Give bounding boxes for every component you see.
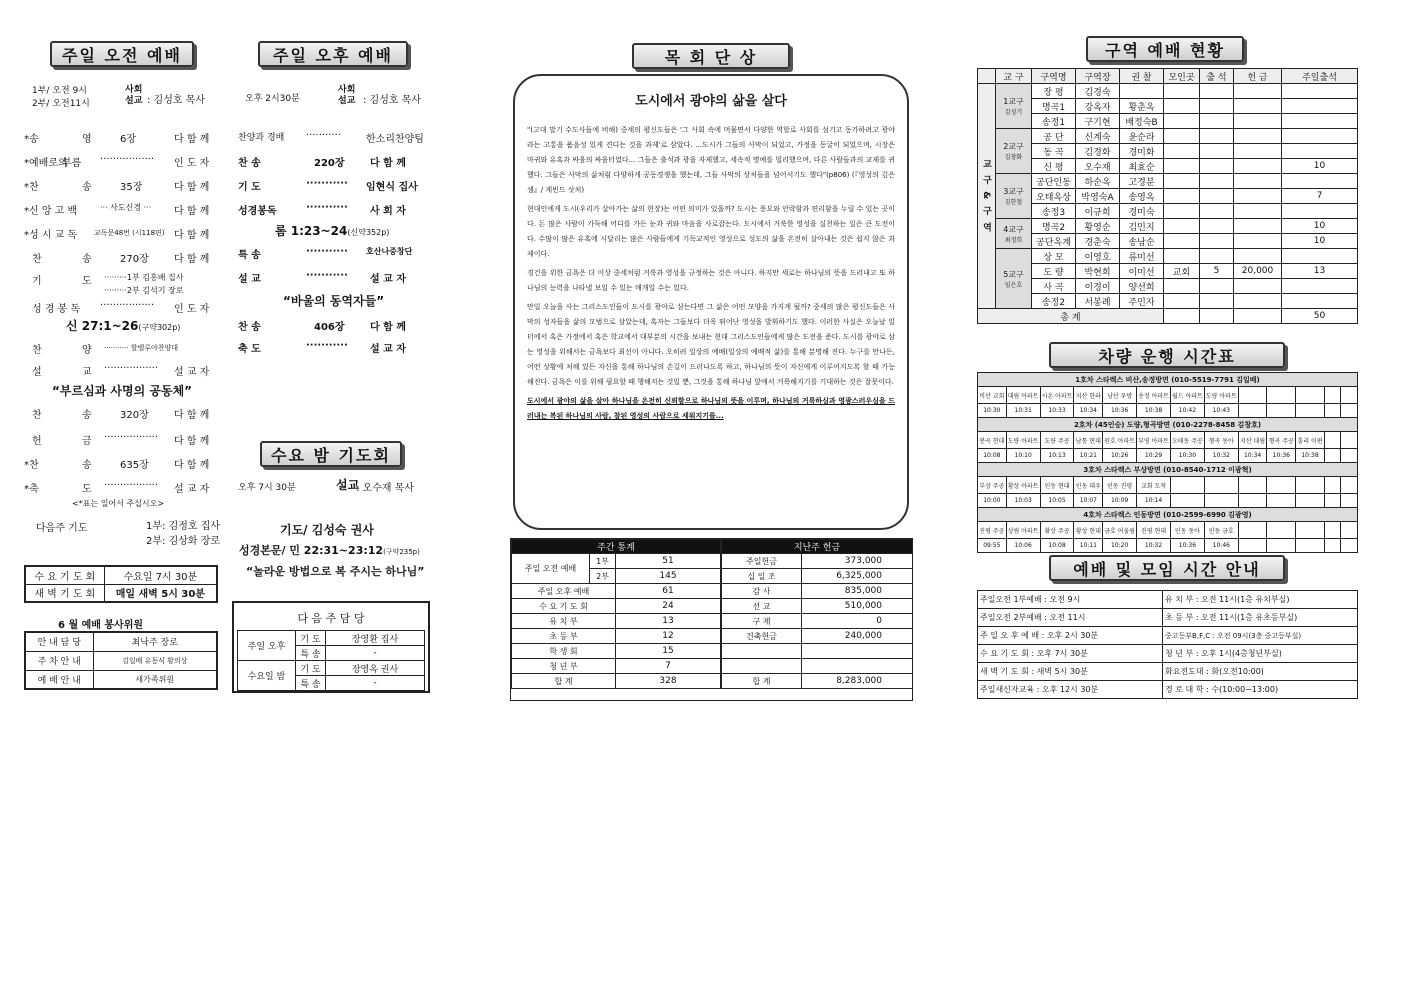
afternoon-scripture: 롬 1:23~24(신약352p) bbox=[275, 224, 390, 238]
district-group-1: 1교구 김성기 bbox=[996, 84, 1032, 129]
bus-stop: 형곡 동아 bbox=[1204, 432, 1238, 449]
pastoral-column bbox=[513, 74, 909, 530]
bus-time: 10:30 bbox=[1170, 449, 1204, 463]
afternoon-order-list-2 bbox=[238, 244, 428, 290]
bus-schedule bbox=[977, 372, 1358, 553]
bus-empty-cell bbox=[1324, 539, 1341, 553]
bus-time: 10:38 bbox=[1296, 449, 1325, 463]
stats-offerings-box bbox=[510, 538, 913, 701]
bus-time: 10:09 bbox=[1103, 494, 1137, 508]
bus-table bbox=[977, 372, 1358, 553]
bus-time: 10:26 bbox=[1103, 449, 1137, 463]
table-row: 도 량 박현희 이미선 교회 5 20,000 13 bbox=[978, 264, 1358, 279]
bus-stop: 부영 아파트 bbox=[1137, 432, 1171, 449]
bus-empty-cell bbox=[1238, 494, 1267, 508]
bus-stops-row bbox=[978, 432, 1358, 449]
bus-time: 10:34 bbox=[1238, 449, 1267, 463]
pastoral-paragraph: "(고대 말기 수도사들에 비해) 중세의 평신도들은 '그 사회 속에 머물면서 다양한 역할로 사회를 섬기고 동가하려고 광야라는 고통을 품음성 있게 견디는 것을 과제'로 삼았다. ...도시가 그들의 사막이 되었고, 가정을 동굴이 되었으며, 시장은 마귀와 유혹과 싸움의 싸움터였다... 그들은 출석과 광을 자제했고, 세속적 명예를 멀리했으며, 다른 사람들과의 교제를 귀했다. 그들은 사막의 삶처럼 다양하게 공동경쟁을 했는데, 그들 사막의 상처들을 넘어서기도 했다"(p806) (『영성의 깊은 샘』/ 게빈드 삿처) bbox=[527, 126, 895, 194]
order-row: ·········2부 김석기 장로 bbox=[104, 286, 184, 295]
bus-stop: 인동 동아 bbox=[1170, 522, 1204, 539]
bus-empty-cell bbox=[1296, 404, 1325, 418]
bus-empty-cell bbox=[1341, 539, 1358, 553]
next-duty-table bbox=[237, 630, 425, 691]
bus-stop: 원호 아파트 bbox=[1103, 432, 1137, 449]
pastoral-paragraph: 도시에서 광야의 삶을 살아 하나님을 온전히 신뢰함으로 하나님의 뜻을 이루며, 하나님의 거룩하심과 영광스러우심을 드러내는 복된 하나님의 사람, 참된 영성의 사람으로 세워지기를... bbox=[527, 397, 895, 420]
table-row: 5교구 임은호 상 모 이영호 류미선 bbox=[978, 249, 1358, 264]
bus-stop: 송정 아파트 bbox=[1137, 387, 1171, 404]
table-row: 합 계 328 bbox=[512, 674, 721, 689]
prayer-meetings-table bbox=[24, 565, 218, 603]
bus-stop: 월드 아파트 bbox=[1170, 387, 1204, 404]
bus-stop: 지산 한라 bbox=[1074, 387, 1103, 404]
next-prayer-label: 다음주 기도 bbox=[36, 523, 88, 534]
bus-time: 10:03 bbox=[1006, 494, 1040, 508]
bus-times-row bbox=[978, 404, 1358, 418]
next-prayer-list: 1부: 김정호 집사 2부: 김상화 장로 bbox=[146, 521, 221, 547]
order-row: 기 도 ··········· 임현식 집사 bbox=[238, 178, 418, 193]
bus-header: 차량 운행 시간표 bbox=[1049, 342, 1285, 368]
volunteers-table bbox=[24, 631, 218, 690]
order-row: 헌 금 ················· 다 함 께 bbox=[32, 432, 210, 447]
table-row: 2부 145 bbox=[512, 569, 721, 584]
afternoon-time: 오후 2시30분 bbox=[245, 94, 300, 104]
bus-stop: 상림 아파트 bbox=[1006, 522, 1040, 539]
afternoon-leader: : 김성호 목사 bbox=[363, 95, 422, 106]
district-header: 구역 예배 현황 bbox=[1086, 36, 1244, 62]
bus-time: 10:08 bbox=[978, 449, 1007, 463]
weekly-stats-table bbox=[511, 539, 721, 689]
bus-stop: 도량 아파트 bbox=[1006, 432, 1040, 449]
bus-times-row bbox=[978, 449, 1358, 463]
bus-time: 10:08 bbox=[1040, 539, 1074, 553]
table-row: 수 요 기 도 회 수요일 7시 30분 bbox=[25, 566, 217, 584]
bus-empty-cell bbox=[1341, 449, 1358, 463]
bus-stops-row bbox=[978, 387, 1358, 404]
bus-times-row bbox=[978, 539, 1358, 553]
bus-stop: 비산 교회 bbox=[978, 387, 1007, 404]
table-row: 선 교 510,000 bbox=[722, 599, 913, 614]
bus-stop: 부상 주공 bbox=[978, 477, 1007, 494]
bus-time: 10:32 bbox=[1204, 449, 1238, 463]
table-row: 수 요 기 도 회 : 오후 7시 30분 청 년 부 : 오후 1시(4층청년부실) bbox=[978, 645, 1358, 663]
bus-time: 10:11 bbox=[1074, 539, 1103, 553]
order-row: 설 교 ··········· 설 교 자 bbox=[238, 270, 406, 285]
bus-empty-cell bbox=[1170, 494, 1204, 508]
bus-empty-cell bbox=[1267, 494, 1296, 508]
table-row: 주일 오전 예배 1부 51 bbox=[512, 554, 721, 569]
bus-stop: 인동 대우 bbox=[1074, 477, 1103, 494]
bus-empty-cell bbox=[1267, 522, 1296, 539]
morning-service-header: 주일 오전 예배 bbox=[50, 41, 194, 67]
morning-service-times: 1부/ 오전 9시 2부/ 오전11시 bbox=[32, 86, 90, 109]
table-row: 합 계 8,283,000 bbox=[722, 674, 913, 689]
bus-time: 10:06 bbox=[1006, 539, 1040, 553]
table-row: 특 송 - bbox=[238, 646, 425, 661]
table-row: 3교구 김한철 공단인동 하순옥 고경분 bbox=[978, 174, 1358, 189]
bus-stop: 도량 주공 bbox=[1040, 432, 1074, 449]
bus-stop: 봉곡 현대 bbox=[978, 432, 1007, 449]
bus-time: 10:30 bbox=[978, 404, 1007, 418]
bus-empty-cell bbox=[1267, 404, 1296, 418]
bus-stop: 인동 현대 bbox=[1040, 477, 1074, 494]
bus-time: 10:36 bbox=[1103, 404, 1137, 418]
afternoon-order-list-3 bbox=[238, 316, 428, 360]
weekly-stats-title: 주간 통계 bbox=[512, 540, 721, 554]
table-row: 공단옥계 경춘숙 송남순 10 bbox=[978, 234, 1358, 249]
bus-empty-cell bbox=[1267, 477, 1296, 494]
bus-stops-row bbox=[978, 522, 1358, 539]
order-row: 특 송 ··········· 호산나중창단 bbox=[238, 246, 413, 261]
table-row: 송정3 이규희 경미숙 bbox=[978, 204, 1358, 219]
table-row: 사 곡 이경이 양선희 bbox=[978, 279, 1358, 294]
bus-stop: 대림 아파트 bbox=[1006, 387, 1040, 404]
afternoon-service-header: 주일 오후 예배 bbox=[258, 41, 408, 67]
offerings-title: 지난주 헌금 bbox=[722, 540, 913, 554]
district-group-5: 5교구 임은호 bbox=[996, 249, 1032, 309]
order-row: 기 도 ·········1부 김홍배 집사 bbox=[32, 273, 184, 287]
bus-stop: 진평 주공 bbox=[978, 522, 1007, 539]
order-row: 성 경 봉 독 ················· 인 도 자 bbox=[32, 300, 210, 315]
morning-order-list-2 bbox=[24, 339, 224, 379]
order-row: *찬 송 635장 다 함 께 bbox=[24, 460, 210, 471]
table-total-row: 총 계 50 bbox=[978, 309, 1358, 324]
order-row: 찬 양 ··········· 할렐루야찬양대 bbox=[32, 344, 179, 356]
order-row: *신 앙 고 백 ··· 사도신경 ··· 다 함 께 bbox=[24, 203, 210, 217]
volunteers-title: 6 월 예배 봉사위원 bbox=[58, 620, 144, 631]
bus-stop: 인동 금호 bbox=[1204, 522, 1238, 539]
bus-time: 10:00 bbox=[978, 494, 1007, 508]
wednesday-sermon-title: “놀라운 방법으로 복 주시는 하나님” bbox=[246, 565, 425, 578]
morning-scripture: 신 27:1~26(구약302p) bbox=[66, 319, 181, 333]
bus-time: 10:20 bbox=[1103, 539, 1137, 553]
bus-time: 10:42 bbox=[1170, 404, 1204, 418]
bus-stop: 황상 주공 bbox=[1040, 522, 1074, 539]
bus-stop: 형곡 주공 bbox=[1267, 432, 1296, 449]
bus-time: 10:32 bbox=[1137, 539, 1171, 553]
bus-time: 10:33 bbox=[1040, 404, 1074, 418]
bus-stop: 남통 현대 bbox=[1074, 432, 1103, 449]
bus-stop: 시온 아파트 bbox=[1040, 387, 1074, 404]
morning-leader: : 김성호 목사 bbox=[147, 95, 206, 106]
wednesday-leader-label: 설교 bbox=[336, 478, 360, 492]
bus-time: 10:36 bbox=[1267, 449, 1296, 463]
table-row: 초 등 부 12 bbox=[512, 629, 721, 644]
order-row: *예배로의 부름 ················· 인 도 자 bbox=[24, 154, 210, 169]
bus-empty-cell bbox=[1324, 494, 1341, 508]
bus-stop: 도량 아파트 bbox=[1204, 387, 1238, 404]
bus-route-title-row bbox=[978, 508, 1358, 522]
table-row: 수요일 밤 기 도 장영옥 권사 bbox=[238, 661, 425, 676]
bus-time: 10:21 bbox=[1074, 449, 1103, 463]
order-row: *찬 송 35장 다 함 께 bbox=[24, 182, 210, 193]
offerings-table bbox=[721, 539, 913, 689]
bus-stop: 황상 아파트 bbox=[1006, 477, 1040, 494]
table-row: 특 송 - bbox=[238, 676, 425, 691]
standing-note: <*표는 일어서 주십시오> bbox=[72, 499, 165, 508]
table-row: 동 곡 김경화 경미화 bbox=[978, 144, 1358, 159]
bus-stop: 황상 현대 bbox=[1074, 522, 1103, 539]
table-row: 송정1 구기현 배정숙B bbox=[978, 114, 1358, 129]
bus-empty-cell bbox=[1238, 539, 1267, 553]
bus-stop: 남산 우방 bbox=[1103, 387, 1137, 404]
bus-stop: 진평 현대 bbox=[1137, 522, 1171, 539]
wednesday-leader: : 오수재 목사 bbox=[356, 483, 415, 494]
bus-route-title-row bbox=[978, 463, 1358, 477]
bus-time: 09:55 bbox=[978, 539, 1007, 553]
table-row: 주일헌금 373,000 bbox=[722, 554, 913, 569]
afternoon-sermon-title: “바울의 동역자들” bbox=[283, 294, 385, 308]
bus-stops-row bbox=[978, 477, 1358, 494]
bus-empty-cell bbox=[1296, 387, 1325, 404]
pastoral-header: 목 회 단 상 bbox=[632, 43, 790, 69]
table-row bbox=[722, 644, 913, 659]
table-row: 감 사 835,000 bbox=[722, 584, 913, 599]
pastoral-paragraph: 현대인에게 도시(우리가 살아가는 삶의 현장)는 어떤 의미가 있을까? 도시는 풍요와 안락함과 편리함을 누릴 수 있는 곳이다. 돈 많은 사람이 가득해 어디를 가든 눈과 귀와 마음을 사로잡는다. 도시에서 거룩한 영성을 실천하는 일은 큰 도전이다. 수많이 많은 유혹에 시달리는 많은 사람들에게 기독교적인 영성으로 성도의 삶을 온전히 살아내는 것은 쉽지 않은 과제이다. bbox=[527, 205, 895, 258]
table-row: 예 배 안 내 새가족위원 bbox=[25, 670, 217, 689]
table-row: 건축헌금 240,000 bbox=[722, 629, 913, 644]
table-row: 4교구 최정희 명곡2 황영순 김민지 10 bbox=[978, 219, 1358, 234]
bus-stop: 지산 대림 bbox=[1238, 432, 1267, 449]
morning-sermon-title: “부르심과 사명의 공동체” bbox=[52, 384, 193, 398]
district-group-3: 3교구 김한철 bbox=[996, 174, 1032, 219]
pastoral-paragraph: 만일 오늘을 사는 그리스도인들이 도시를 광야로 삼는다면 그 삶은 어떤 모양을 가지게 될까? 중세의 많은 평신도들은 사막의 성자들을 삶의 모범으로 삼았는데, 혹자는 그들보다 더욱 뛰어난 영성을 발휘하기도 했다. 이러한 사실은 오늘날 일터에서 혹은 가정에서 혹은 학교에서 대부분의 시간을 보내는 현대 그리스도인들에게 많은 도전을 준다. 도시를 광야로 삼는 영성을 위해서는 금욕보다 최선이 아니다. 오히려 일상의 예배(일상의 예배적 삶)를 통해 분명해 진다. 누구를 만나든, 어떤 상황에 처해 있든 자신을 통해 하나님의 손길이 드러나도록 하고, 하나님의 뜻이 자신에게 이루어지도록 할 때 가능해진다. 금욕은 이를 위해 필요할 때 행해지는 것일 뿐, 그것을 통해 하나님 앞에서 거룩해지기를 기대하는 것은 잘못이다. bbox=[527, 303, 895, 386]
table-row: 송정2 서봉례 주민자 bbox=[978, 294, 1358, 309]
table-row: 주일 오후 기 도 장영환 집사 bbox=[238, 631, 425, 646]
order-row: 찬 송 320장 다 함 께 bbox=[32, 410, 210, 421]
bus-times-row bbox=[978, 494, 1358, 508]
bus-empty-cell bbox=[1341, 477, 1358, 494]
wednesday-header: 수요 밤 기도회 bbox=[260, 441, 402, 467]
district-side-label: 교 구 & 구 역 bbox=[978, 84, 996, 309]
bus-stop: 교회 도착 bbox=[1137, 477, 1171, 494]
bus-time: 10:05 bbox=[1040, 494, 1074, 508]
table-row: 새 벽 기 도 회 매일 새벽 5시 30분 bbox=[25, 584, 217, 602]
bus-stop: 흥리 이편 bbox=[1296, 432, 1325, 449]
order-row: 축 도 ··········· 설 교 자 bbox=[238, 340, 406, 355]
bus-time: 10:29 bbox=[1137, 449, 1171, 463]
bus-empty-cell bbox=[1267, 539, 1296, 553]
bus-route-title: 3호차 스타렉스 부상방면 (010-8540-1712 이광혁) bbox=[978, 463, 1358, 477]
bus-empty-cell bbox=[1296, 477, 1325, 494]
bus-empty-cell bbox=[1170, 477, 1204, 494]
wednesday-time: 오후 7시 30분 bbox=[238, 483, 296, 493]
bus-stop: 오태동 주공 bbox=[1170, 432, 1204, 449]
bus-empty-cell bbox=[1341, 432, 1358, 449]
bus-empty-cell bbox=[1238, 404, 1267, 418]
bus-empty-cell bbox=[1324, 404, 1341, 418]
bus-empty-cell bbox=[1324, 522, 1341, 539]
table-row: 명곡1 강옥자 황춘옥 bbox=[978, 99, 1358, 114]
table-row: 학 생 회 15 bbox=[512, 644, 721, 659]
bus-time: 10:14 bbox=[1137, 494, 1171, 508]
bus-time: 10:36 bbox=[1170, 539, 1204, 553]
pastoral-paragraph: 경건을 위한 금욕은 더 이상 중세처럼 거룩과 영성을 규정하는 것은 아니다. 하지만 세로는 하나님의 뜻을 드러내고 또 하나님의 능력을 나타낼 보일 수 있는 매개일 수는 있다. bbox=[527, 269, 895, 292]
bus-time: 10:38 bbox=[1137, 404, 1171, 418]
bus-time: 10:43 bbox=[1204, 404, 1238, 418]
table-row: 수 요 기 도 회 24 bbox=[512, 599, 721, 614]
bus-empty-cell bbox=[1204, 477, 1238, 494]
bus-empty-cell bbox=[1324, 387, 1341, 404]
afternoon-leader-labels: 사회 설교 bbox=[338, 85, 356, 106]
bus-route-title-row bbox=[978, 418, 1358, 432]
table-row: 주일오전 1부예배 : 오전 9시 유 치 부 : 오전 11시(1층 유치부실) bbox=[978, 591, 1358, 609]
bus-time: 10:07 bbox=[1074, 494, 1103, 508]
table-row: 청 년 부 7 bbox=[512, 659, 721, 674]
bus-empty-cell bbox=[1341, 494, 1358, 508]
district-group-2: 2교구 김창화 bbox=[996, 129, 1032, 174]
bus-route-title: 2호차 (45인승) 도량,형곡방면 (010-2278-8458 김창호) bbox=[978, 418, 1358, 432]
table-row: 신 평 오수재 최효순 10 bbox=[978, 159, 1358, 174]
bus-empty-cell bbox=[1296, 522, 1325, 539]
table-row: 주 일 오 후 예 배 : 오후 2시 30분 중고등부B,F,C : 오전 09시(3층 중고등부실) bbox=[978, 627, 1358, 645]
next-duty-box bbox=[232, 601, 430, 693]
bus-empty-cell bbox=[1324, 432, 1341, 449]
order-row: 찬 송 270장 다 함 께 bbox=[32, 254, 210, 265]
bus-empty-cell bbox=[1238, 477, 1267, 494]
table-row bbox=[722, 659, 913, 674]
bus-empty-cell bbox=[1341, 387, 1358, 404]
bus-empty-cell bbox=[1341, 404, 1358, 418]
bus-empty-cell bbox=[1324, 477, 1341, 494]
bus-empty-cell bbox=[1296, 494, 1325, 508]
bus-route-title-row bbox=[978, 373, 1358, 387]
bus-stop: 인동 진평 bbox=[1103, 477, 1137, 494]
bus-stop: 금호 어울림 bbox=[1103, 522, 1137, 539]
order-row: *송 영 6장 다 함 께 bbox=[24, 134, 210, 145]
table-row: 새 벽 기 도 회 : 새벽 5시 30분 화요전도대 : 화(오전10:00) bbox=[978, 663, 1358, 681]
order-row: 성경봉독 ··········· 사 회 자 bbox=[238, 202, 406, 217]
bus-empty-cell bbox=[1324, 449, 1341, 463]
bus-empty-cell bbox=[1238, 522, 1267, 539]
table-row: 구 제 0 bbox=[722, 614, 913, 629]
bus-empty-cell bbox=[1204, 494, 1238, 508]
table-header-row: 교 구 구역명 구역장 권 찰 모인곳 출 석 헌 금 주일출석 bbox=[978, 69, 1358, 84]
bus-time: 10:46 bbox=[1204, 539, 1238, 553]
bus-empty-cell bbox=[1267, 387, 1296, 404]
district-table bbox=[977, 68, 1358, 324]
bus-empty-cell bbox=[1296, 539, 1325, 553]
next-duty-title: 다 음 주 담 당 bbox=[297, 612, 365, 625]
order-row: 찬양과 경배 ··········· 한소리찬양팀 bbox=[238, 130, 424, 145]
bus-time: 10:13 bbox=[1040, 449, 1074, 463]
table-row: 주일새신자교육 : 오후 12시 30분 경 로 대 학 : 수(10:00~13:00) bbox=[978, 681, 1358, 699]
table-row: 2교구 김창화 공 단 신계숙 윤순라 bbox=[978, 129, 1358, 144]
pastoral-title: 도시에서 광야의 삶을 살다 bbox=[635, 94, 787, 109]
morning-order-list-3 bbox=[24, 404, 224, 504]
bus-empty-cell bbox=[1238, 387, 1267, 404]
table-row: 오태옥상 박영숙A 송영옥 7 bbox=[978, 189, 1358, 204]
bus-empty-cell bbox=[1341, 522, 1358, 539]
order-row: *성 시 교 독 교독문48번 (시118편) 다 함 께 bbox=[24, 229, 210, 241]
table-row: 교 구 & 구 역 1교구 김성기 장 평 김경숙 bbox=[978, 84, 1358, 99]
morning-leader-labels: 사회 설교 bbox=[125, 85, 143, 106]
order-row: 찬 송 220장 다 함 께 bbox=[238, 158, 406, 169]
order-row: 설 교 ················· 설 교 자 bbox=[32, 363, 210, 378]
order-row: 찬 송 406장 다 함 께 bbox=[238, 322, 406, 333]
table-row: 주일오전 2부예배 : 오전 11시 초 등 부 : 오전 11시(1층 유초등부실) bbox=[978, 609, 1358, 627]
wednesday-scripture: 성경본문/ 민 22:31~23:12(구약235p) bbox=[239, 544, 420, 557]
table-row: 십 일 조 6,325,000 bbox=[722, 569, 913, 584]
district-group-4: 4교구 최정희 bbox=[996, 219, 1032, 249]
bus-route-title: 1호차 스타렉스 비산,송정방면 (010-5519-7791 김일배) bbox=[978, 373, 1358, 387]
schedule-header: 예배 및 모임 시간 안내 bbox=[1049, 555, 1285, 581]
bus-time: 10:31 bbox=[1006, 404, 1040, 418]
wednesday-prayer: 기도/ 김성숙 권사 bbox=[280, 523, 374, 537]
table-row: 주 차 안 내 김일배 유동식 황의상 bbox=[25, 651, 217, 670]
order-row: *축 도 ················· 설 교 자 bbox=[24, 480, 210, 495]
table-row: 안 내 담 당 최낙주 장로 bbox=[25, 632, 217, 651]
table-row: 주일 오후 예배 61 bbox=[512, 584, 721, 599]
bus-time: 10:34 bbox=[1074, 404, 1103, 418]
schedule-table bbox=[977, 590, 1358, 699]
table-row: 유 치 부 13 bbox=[512, 614, 721, 629]
bus-route-title: 4호차 스타렉스 인동방면 (010-2599-6990 김광영) bbox=[978, 508, 1358, 522]
bus-time: 10:10 bbox=[1006, 449, 1040, 463]
